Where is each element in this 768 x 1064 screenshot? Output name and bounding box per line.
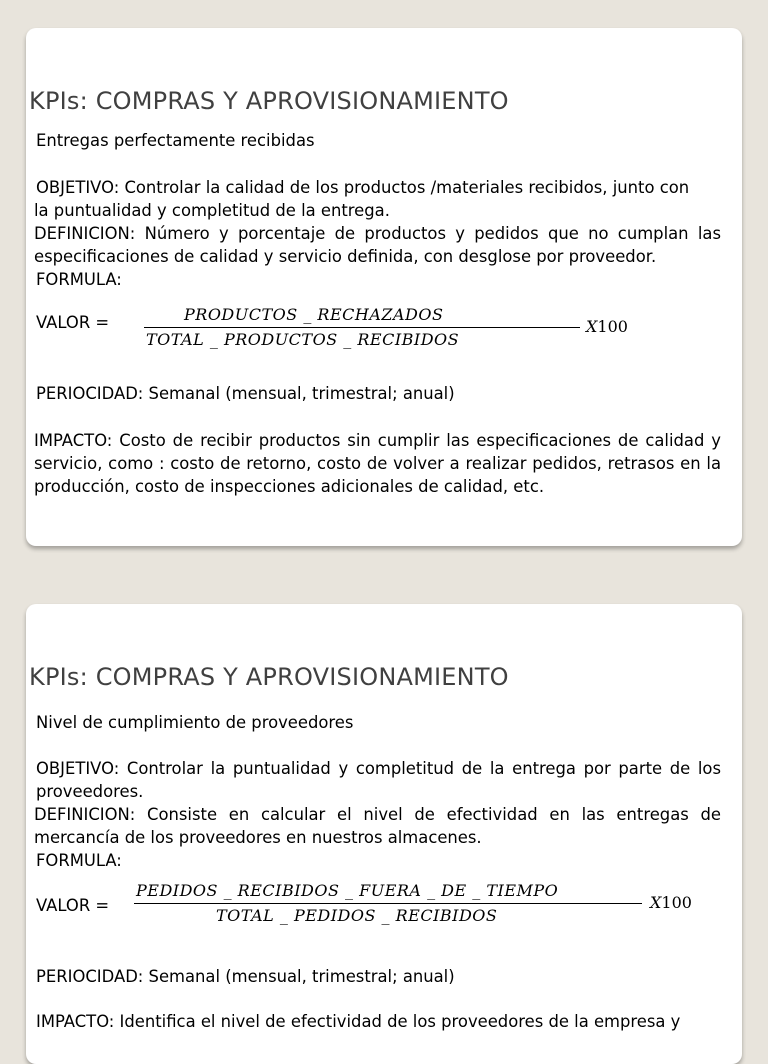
multiplier-variable: X [650,893,662,912]
impacto-text: IMPACTO: Identifica el nivel de efectividad de los proveedores de la empresa y [36,1012,681,1031]
multiplier-number: 100 [597,317,628,336]
definicion-text: DEFINICION: Número y porcentaje de productos y pedidos que no cumplan las especificaciones de calidad y servicio definida, con desglose por proveedor. [34,224,721,266]
formula-denominator: TOTAL _ PRODUCTOS _ RECIBIDOS [146,330,460,349]
definicion-text: DEFINICION: Consiste en calcular el nivel de efectividad en las entregas de mercancía de los proveedores en nuestros almacenes. [34,805,721,847]
valor-label: VALOR = [36,896,110,915]
fraction-bar [134,903,642,904]
fraction-bar [144,327,580,328]
formula-denominator: TOTAL _ PEDIDOS _ RECIBIDOS [216,906,498,925]
slide-entregas-perfectamente-recibidas [26,28,742,546]
objetivo-text-continued: la puntualidad y completitud de la entrega. [34,201,390,220]
objetivo-text: OBJETIVO: Controlar la puntualidad y completitud de la entrega por parte de los proveedores. [36,759,721,801]
periodicidad-text: PERIOCIDAD: Semanal (mensual, trimestral; anual) [36,384,455,403]
slide-title: KPIs: COMPRAS Y APROVISIONAMIENTO [29,87,509,115]
formula-label: FORMULA: [36,851,122,870]
slide-nivel-cumplimiento-proveedores [26,604,742,1064]
multiplier-variable: X [586,317,598,336]
formula-multiplier [650,893,692,912]
kpi-name: Nivel de cumplimiento de proveedores [36,713,354,732]
multiplier-number: 100 [661,893,692,912]
formula-numerator: PEDIDOS _ RECIBIDOS _ FUERA _ DE _ TIEMPO [136,881,559,900]
formula-label: FORMULA: [36,270,122,289]
slide-title: KPIs: COMPRAS Y APROVISIONAMIENTO [29,663,509,691]
objetivo-text: OBJETIVO: Controlar la calidad de los productos /materiales recibidos, junto con [36,178,690,197]
formula-multiplier [586,317,628,336]
periodicidad-text: PERIOCIDAD: Semanal (mensual, trimestral; anual) [36,967,455,986]
kpi-name: Entregas perfectamente recibidas [36,131,315,150]
impacto-text: IMPACTO: Costo de recibir productos sin cumplir las especificaciones de calidad y servicio, como : costo de retorno, costo de volver a realizar pedidos, retrasos en la producción, costo de inspecciones adicionales de calidad, etc. [34,431,721,496]
formula-numerator: PRODUCTOS _ RECHAZADOS [184,305,444,324]
valor-label: VALOR = [36,313,110,332]
